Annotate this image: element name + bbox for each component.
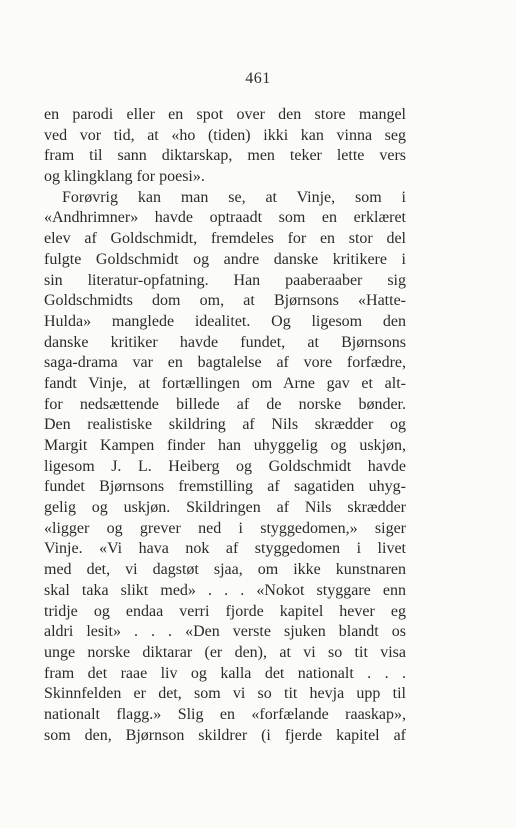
text-line: med det, vi dagstøt sjaa, om ikke kunstnaren [44, 561, 406, 579]
text-line: og klingklang for poesi». [44, 168, 205, 186]
text-line: Vinje. «Vi hava nok af styggedomen i livet [44, 540, 406, 558]
text-line: Den realistiske skildring af Nils skrædder og [44, 416, 406, 434]
text-line: «ligger og grever ned i styggedomen,» siger [44, 519, 406, 537]
text-line: skal taka slikt med» . . . «Nokot styggare enn [44, 581, 406, 599]
text-line: som den, Bjørnson skildrer (i fjerde kapitel af [44, 726, 406, 744]
page-number: 461 [245, 70, 271, 87]
text-line: for nedsættende billede af de norske bønder. [44, 395, 406, 413]
text-line: saga-drama var en bagtalelse af vore forfædre, [44, 354, 406, 372]
text-line: Skinnfelden er det, som vi so tit hevja upp til [44, 685, 406, 703]
text-line: aldri lesit» . . . «Den verste sjuken blandt os [44, 623, 406, 641]
text-line: unge norske diktarar (er den), at vi so tit visa [44, 643, 406, 661]
text-line: ved vor tid, at «ho (tiden) ikki kan vinna seg [44, 126, 406, 144]
text-line: danske kritiker havde fundet, at Bjørnsons [44, 333, 406, 351]
text-line: nationalt flagg.» Slig en «forfælande raaskap», [44, 705, 406, 723]
text-line: gelig og uskjøn. Skildringen af Nils skrædder [44, 499, 406, 517]
text-line: sin literatur-opfatning. Han paaberaaber sig [44, 271, 406, 289]
body-text [44, 105, 406, 746]
text-line: en parodi eller en spot over den store mangel [44, 106, 406, 123]
text-line: fram til sann diktarskap, men teker lette vers [44, 147, 406, 165]
text-line: Forøvrig kan man se, at Vinje, som i [62, 188, 406, 206]
text-line: fulgte Goldschmidt og andre danske kritikere i [44, 250, 406, 268]
text-line: Margit Kampen finder han uhyggelig og uskjøn, [44, 437, 406, 454]
text-line: ligesom J. L. Heiberg og Goldschmidt havde [44, 457, 406, 475]
text-line: fram det raae liv og kalla det nationalt . . . [44, 664, 406, 682]
text-line: fundet Bjørnsons fremstilling af sagatiden uhyg- [44, 478, 406, 496]
text-line: fandt Vinje, at fortællingen om Arne gav et alt- [44, 374, 406, 392]
text-line: elev af Goldschmidt, fremdeles for en stor del [44, 230, 406, 248]
text-line: Hulda» manglede idealitet. Og ligesom den [44, 312, 406, 330]
text-line: tridje og endaa verri fjorde kapitel hever eg [44, 602, 406, 620]
text-line: Goldschmidts dom om, at Bjørnsons «Hatte- [44, 292, 406, 310]
text-line: «Andhrimner» havde optraadt som en erklæret [44, 209, 406, 227]
